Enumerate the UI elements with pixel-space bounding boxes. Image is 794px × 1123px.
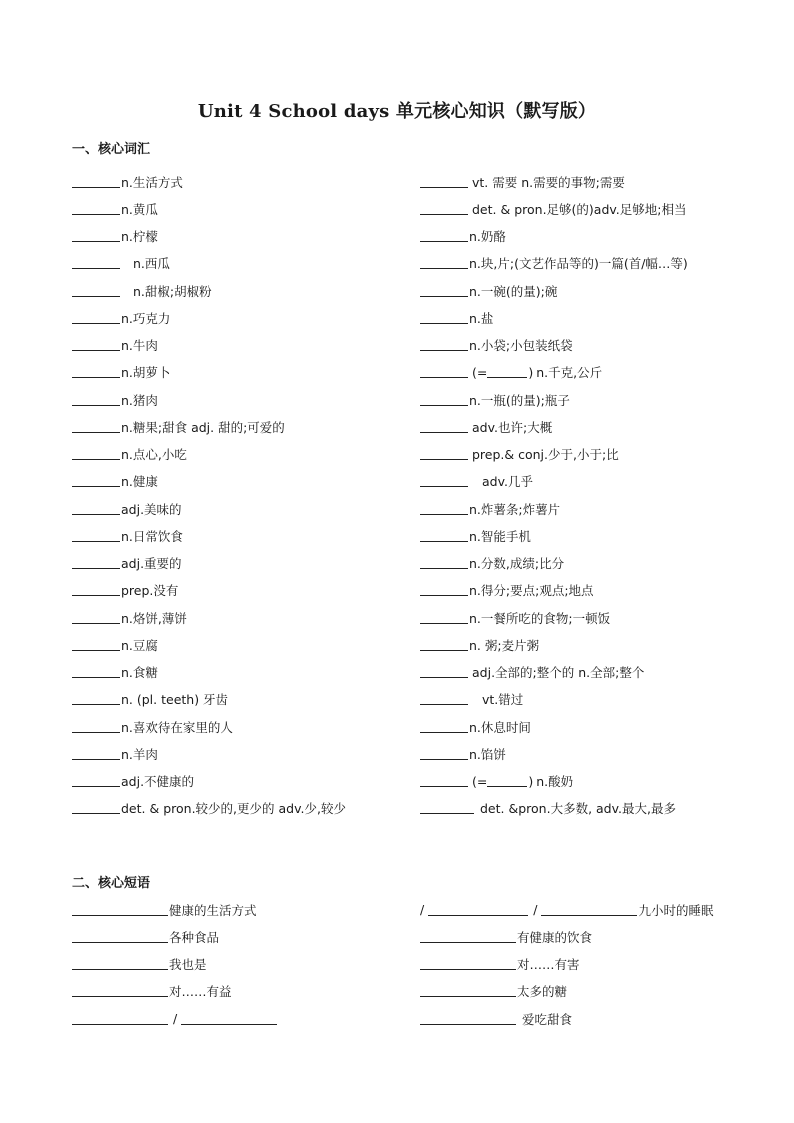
answer-blank[interactable] <box>420 985 516 997</box>
answer-blank[interactable] <box>541 904 637 916</box>
answer-blank[interactable] <box>72 530 120 542</box>
vocab-definition: n.酸奶 <box>536 774 574 790</box>
vocab-definition: n.块,片;(文艺作品等的)一篇(首/幅…等) <box>469 256 688 272</box>
answer-blank-abbreviation[interactable] <box>487 775 527 787</box>
phrases-left-column <box>72 896 278 1032</box>
answer-blank[interactable] <box>72 339 120 351</box>
vocab-definition: n.生活方式 <box>121 174 183 190</box>
answer-blank[interactable] <box>420 721 468 733</box>
vocab-item <box>72 713 346 740</box>
slash-separator: / <box>533 902 538 918</box>
phrase-meaning: 各种食品 <box>169 929 220 945</box>
answer-blank[interactable] <box>420 666 468 678</box>
answer-blank[interactable] <box>72 230 120 242</box>
phrase-meaning: 太多的糖 <box>517 984 568 1000</box>
vocab-item <box>72 631 346 658</box>
vocab-item <box>420 468 688 495</box>
vocab-definition: adj.美味的 <box>121 501 182 517</box>
vocab-definition: det. &pron.大多数, adv.最大,最多 <box>480 801 676 817</box>
vocab-definition: prep.没有 <box>121 583 179 599</box>
answer-blank[interactable] <box>420 530 468 542</box>
vocab-item <box>72 413 346 440</box>
vocab-item <box>420 604 688 631</box>
answer-blank[interactable] <box>72 721 120 733</box>
answer-blank[interactable] <box>420 312 468 324</box>
phrase-item <box>72 923 278 950</box>
vocab-right-column <box>420 168 688 822</box>
answer-blank[interactable] <box>72 394 120 406</box>
vocab-item <box>420 304 688 331</box>
vocab-definition: n. (pl. teeth) 牙齿 <box>121 692 229 708</box>
vocab-item <box>72 304 346 331</box>
paren-open: (= <box>472 773 488 789</box>
phrase-meaning: 我也是 <box>169 957 207 973</box>
vocab-definition: adj.全部的;整个的 n.全部;整个 <box>472 665 645 681</box>
vocab-item <box>72 550 346 577</box>
vocab-definition: n.得分;要点;观点;地点 <box>469 583 594 599</box>
slash-separator: / <box>420 902 425 918</box>
vocab-definition: n. 粥;麦片粥 <box>469 637 540 653</box>
paren-close: ) <box>528 773 534 789</box>
answer-blank[interactable] <box>420 230 468 242</box>
answer-blank[interactable] <box>420 475 468 487</box>
answer-blank[interactable] <box>420 203 468 215</box>
vocab-definition: n.馅饼 <box>469 746 506 762</box>
vocab-definition: n.牛肉 <box>121 338 158 354</box>
vocab-item <box>72 250 346 277</box>
vocab-item <box>420 686 688 713</box>
vocab-item <box>420 332 688 359</box>
answer-blank[interactable] <box>420 931 516 943</box>
vocab-definition: adv.几乎 <box>482 474 533 490</box>
vocab-item <box>420 495 688 522</box>
vocab-definition: n.智能手机 <box>469 528 531 544</box>
vocab-item <box>420 277 688 304</box>
answer-blank[interactable] <box>72 285 120 297</box>
answer-blank[interactable] <box>420 612 468 624</box>
vocab-definition: det. & pron.足够(的)adv.足够地;相当 <box>472 201 687 217</box>
vocab-item <box>420 795 688 822</box>
vocab-definition: adj.重要的 <box>121 556 182 572</box>
phrase-meaning: 对……有益 <box>169 984 232 1000</box>
vocab-item <box>72 359 346 386</box>
slash-separator: / <box>173 1011 178 1027</box>
vocab-item <box>420 168 688 195</box>
vocab-definition: n.甜椒;胡椒粉 <box>133 283 212 299</box>
vocab-definition: n.一瓶(的量);瓶子 <box>469 392 570 408</box>
vocab-definition: n.糖果;甜食 adj. 甜的;可爱的 <box>121 419 285 435</box>
vocab-definition: n.西瓜 <box>133 256 170 272</box>
answer-blank[interactable] <box>72 203 120 215</box>
answer-blank[interactable] <box>72 366 120 378</box>
vocab-definition: n.羊肉 <box>121 746 158 762</box>
answer-blank[interactable] <box>72 475 120 487</box>
answer-blank[interactable] <box>72 176 120 188</box>
answer-blank[interactable] <box>72 584 120 596</box>
vocab-item <box>420 550 688 577</box>
vocab-definition: n.炸薯条;炸薯片 <box>469 501 561 517</box>
vocab-left-column <box>72 168 346 822</box>
phrase-meaning: 有健康的饮食 <box>517 929 593 945</box>
answer-blank[interactable] <box>420 285 468 297</box>
vocab-item <box>72 386 346 413</box>
phrases-right-column <box>420 896 713 1032</box>
vocab-definition: vt. 需要 n.需要的事物;需要 <box>472 174 625 190</box>
vocab-item <box>420 386 688 413</box>
vocab-item <box>420 740 688 767</box>
vocab-item <box>420 713 688 740</box>
answer-blank[interactable] <box>72 931 168 943</box>
phrase-meaning: 对……有害 <box>517 957 580 973</box>
answer-blank[interactable] <box>72 448 120 460</box>
vocab-item <box>420 195 688 222</box>
vocab-item <box>420 522 688 549</box>
answer-blank[interactable] <box>428 904 528 916</box>
vocab-definition: n.分数,成绩;比分 <box>469 556 565 572</box>
vocab-definition: prep.& conj.少于,小于;比 <box>472 447 619 463</box>
answer-blank[interactable] <box>420 257 468 269</box>
answer-blank[interactable] <box>420 366 468 378</box>
vocab-definition: n.胡萝卜 <box>121 365 171 381</box>
vocab-item <box>72 468 346 495</box>
vocab-item <box>420 359 688 386</box>
vocab-item <box>72 604 346 631</box>
vocab-item <box>72 577 346 604</box>
phrase-item <box>72 951 278 978</box>
vocab-definition: n.奶酪 <box>469 229 506 245</box>
answer-blank[interactable] <box>72 985 168 997</box>
phrase-item <box>420 896 713 923</box>
vocab-item <box>420 631 688 658</box>
section-heading-phrases: 二、核心短语 <box>72 876 151 891</box>
answer-blank[interactable] <box>420 503 468 515</box>
answer-blank[interactable] <box>420 448 468 460</box>
answer-blank[interactable] <box>420 958 516 970</box>
phrase-item <box>420 978 713 1005</box>
vocab-definition: n.烙饼,薄饼 <box>121 610 187 626</box>
phrase-item <box>420 951 713 978</box>
answer-blank[interactable] <box>181 1013 277 1025</box>
answer-blank[interactable] <box>72 421 120 433</box>
vocab-item <box>72 332 346 359</box>
phrase-item <box>72 978 278 1005</box>
vocab-definition: n.食糖 <box>121 665 158 681</box>
answer-blank[interactable] <box>72 748 120 760</box>
vocab-item <box>420 223 688 250</box>
vocab-item <box>72 522 346 549</box>
phrase-item <box>72 896 278 923</box>
vocab-definition: n.柠檬 <box>121 229 158 245</box>
vocab-definition: det. & pron.较少的,更少的 adv.少,较少 <box>121 801 346 817</box>
phrase-meaning: 爱吃甜食 <box>522 1011 573 1027</box>
phrase-item <box>72 1005 278 1032</box>
answer-blank[interactable] <box>72 904 168 916</box>
vocab-item <box>72 659 346 686</box>
vocab-definition: n.巧克力 <box>121 310 171 326</box>
section-heading-vocabulary: 一、核心词汇 <box>72 142 151 157</box>
phrase-meaning: 健康的生活方式 <box>169 902 257 918</box>
vocab-item <box>420 768 688 795</box>
answer-blank[interactable] <box>72 503 120 515</box>
vocab-item <box>72 795 346 822</box>
vocab-item <box>72 740 346 767</box>
vocab-definition: n.猪肉 <box>121 392 158 408</box>
paren-open: (= <box>472 364 488 380</box>
phrase-item <box>420 1005 713 1032</box>
answer-blank[interactable] <box>72 802 120 814</box>
answer-blank[interactable] <box>420 176 468 188</box>
answer-blank[interactable] <box>420 1013 516 1025</box>
vocab-definition: n.喜欢待在家里的人 <box>121 719 233 735</box>
vocab-definition: n.黄瓜 <box>121 201 158 217</box>
vocab-item <box>72 223 346 250</box>
vocab-item <box>420 577 688 604</box>
vocab-item <box>72 686 346 713</box>
vocab-definition: n.点心,小吃 <box>121 447 187 463</box>
vocab-definition: n.千克,公斤 <box>536 365 603 381</box>
vocab-item <box>420 250 688 277</box>
vocab-definition: adv.也许;大概 <box>472 419 553 435</box>
vocab-definition: n.小袋;小包装纸袋 <box>469 338 573 354</box>
vocab-definition: n.日常饮食 <box>121 528 183 544</box>
vocab-item <box>72 495 346 522</box>
vocab-definition: vt.错过 <box>482 692 524 708</box>
answer-blank[interactable] <box>420 557 468 569</box>
answer-blank[interactable] <box>72 958 168 970</box>
answer-blank[interactable] <box>420 748 468 760</box>
vocab-item <box>72 768 346 795</box>
answer-blank[interactable] <box>72 639 120 651</box>
vocab-definition: n.一碗(的量);碗 <box>469 283 558 299</box>
answer-blank[interactable] <box>72 257 120 269</box>
vocab-item <box>72 195 346 222</box>
vocab-item <box>72 168 346 195</box>
vocab-item <box>420 659 688 686</box>
answer-blank[interactable] <box>72 612 120 624</box>
answer-blank[interactable] <box>420 775 468 787</box>
phrase-item <box>420 923 713 950</box>
vocab-definition: n.一餐所吃的食物;一顿饭 <box>469 610 611 626</box>
answer-blank-abbreviation[interactable] <box>487 366 527 378</box>
answer-blank[interactable] <box>420 339 468 351</box>
vocab-item <box>420 441 688 468</box>
page-title: Unit 4 School days 单元核心知识（默写版） <box>197 101 597 122</box>
vocab-item <box>72 441 346 468</box>
vocab-item <box>420 413 688 440</box>
answer-blank[interactable] <box>72 693 120 705</box>
vocab-definition: adj.不健康的 <box>121 774 195 790</box>
answer-blank[interactable] <box>72 557 120 569</box>
vocab-definition: n.豆腐 <box>121 637 158 653</box>
vocab-definition: n.休息时间 <box>469 719 531 735</box>
vocab-definition: n.健康 <box>121 474 158 490</box>
answer-blank[interactable] <box>72 1013 168 1025</box>
answer-blank[interactable] <box>72 666 120 678</box>
paren-close: ) <box>528 364 534 380</box>
answer-blank[interactable] <box>420 421 468 433</box>
answer-blank[interactable] <box>420 584 468 596</box>
answer-blank[interactable] <box>72 775 120 787</box>
answer-blank[interactable] <box>420 693 468 705</box>
phrase-meaning: 九小时的睡眠 <box>638 902 714 918</box>
answer-blank[interactable] <box>420 639 468 651</box>
vocab-definition: n.盐 <box>469 310 494 326</box>
answer-blank[interactable] <box>72 312 120 324</box>
answer-blank[interactable] <box>420 802 474 814</box>
answer-blank[interactable] <box>420 394 468 406</box>
vocab-item <box>72 277 346 304</box>
